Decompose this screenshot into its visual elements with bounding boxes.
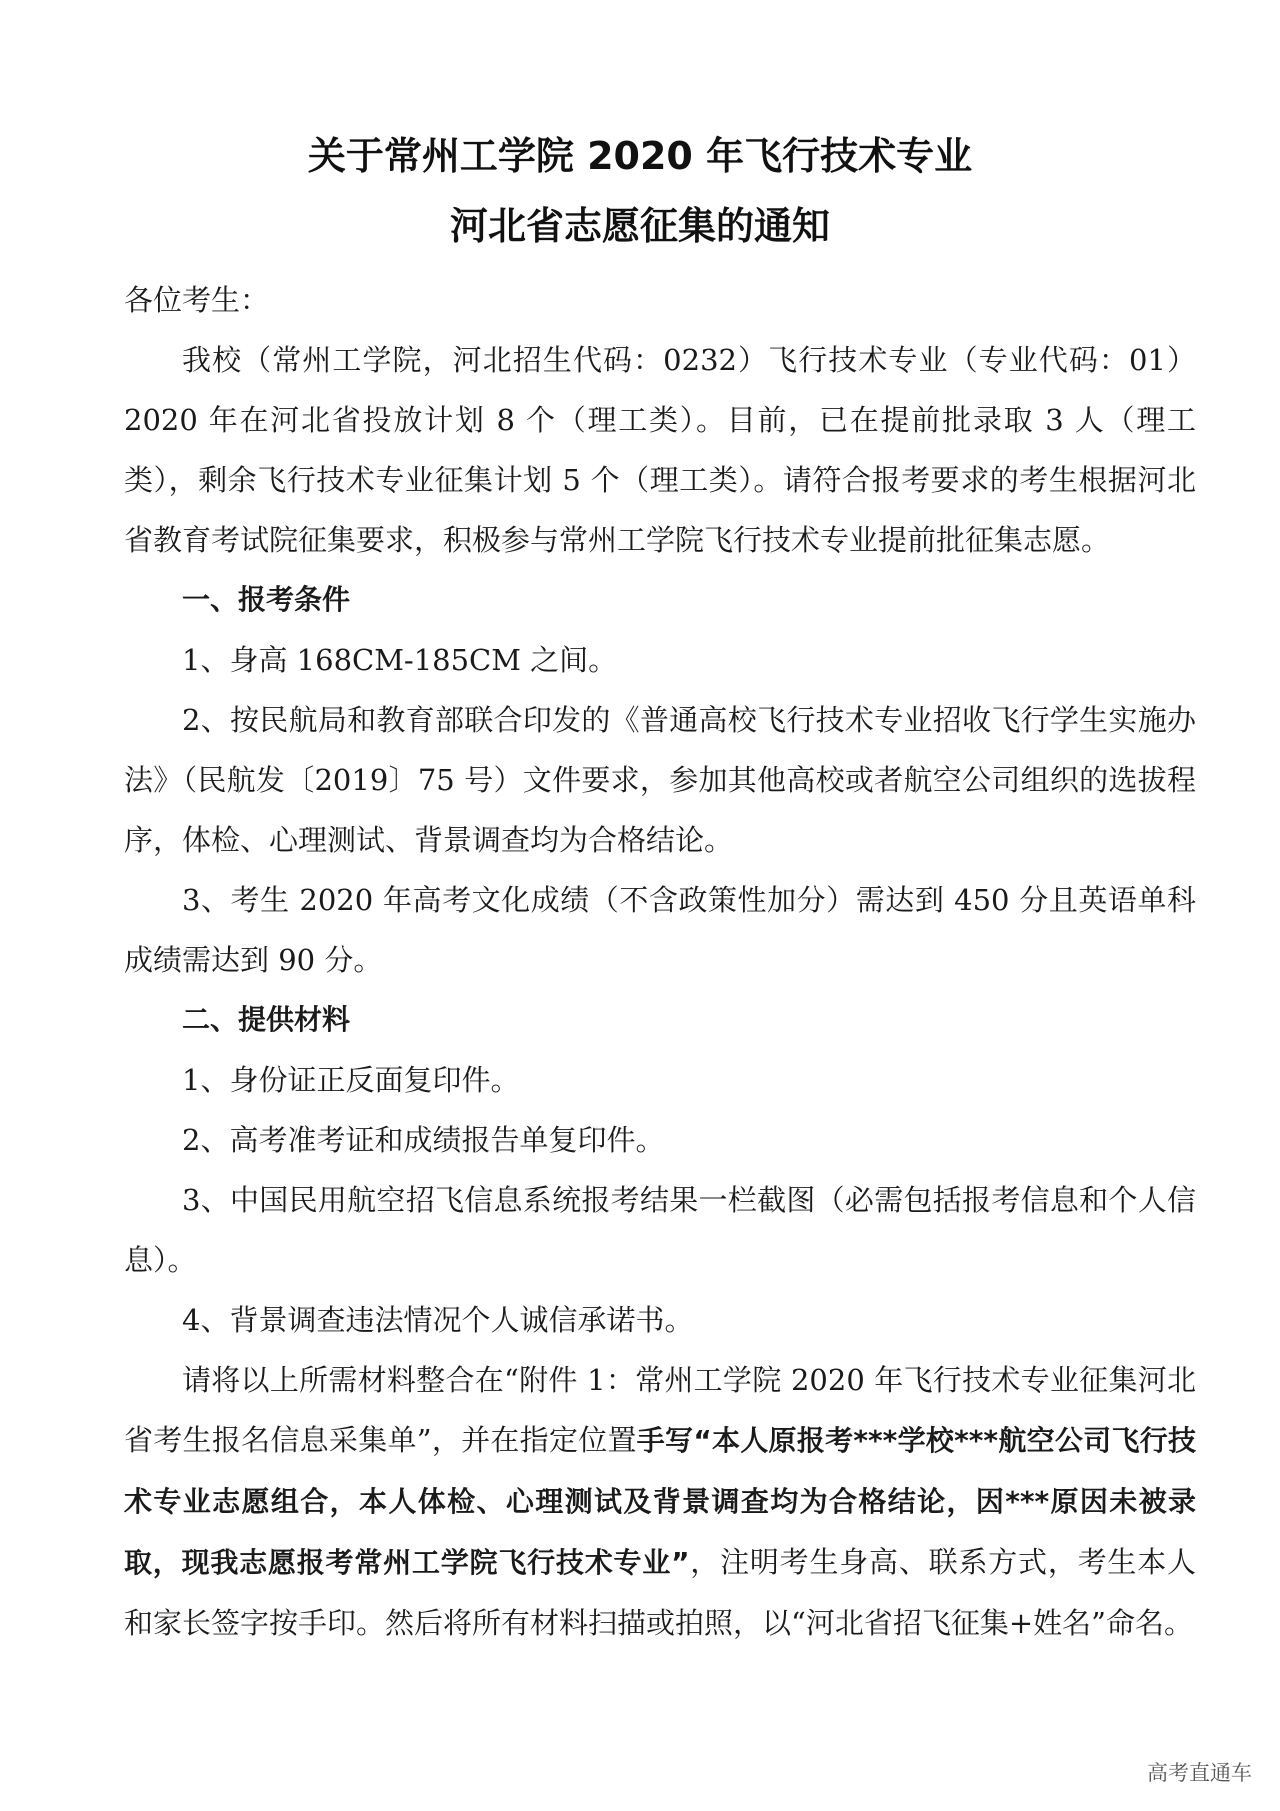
requirement-item: 2、按民航局和教育部联合印发的《普通高校飞行技术专业招收飞行学生实施办法》（民航发〔2019〕75 号）文件要求，参加其他高校或者航空公司组织的选拔程序，体检、心理测试、背景调查均为合格结论。 [124,703,1196,857]
document-title-line-2: 河北省志愿征集的通知 [449,204,830,248]
closing-paragraph [124,1350,1196,1653]
salutation: 各位考生： [124,283,270,317]
closing-handwritten-statement: 手写“本人原报考***学校***航空公司飞行技术专业志愿组合，本人体检、心理测试及背景调查均为合格结论，因***原因未被录取，现我志愿报考常州工学院飞行技术专业” [124,1424,1196,1579]
intro-paragraph: 我校（常州工学院，河北招生代码：0232）飞行技术专业（专业代码：01）2020 年在河北省投放计划 8 个（理工类）。目前，已在提前批录取 3 人（理工类），剩余飞行技术专业征集计划 5 个（理工类）。请符合报考要求的考生根据河北省教育考试院征集要求，积极参与常州工学院飞行技术专业提前批征集志愿。 [124,343,1196,557]
document-body [124,270,1196,1653]
document-title-line-1: 关于常州工学院 2020 年飞行技术专业 [307,134,973,178]
material-item: 4、背景调查违法情况个人诚信承诺书。 [182,1303,694,1337]
requirement-item: 3、考生 2020 年高考文化成绩（不含政策性加分）需达到 450 分且英语单科成绩需达到 90 分。 [124,883,1196,977]
material-item: 1、身份证正反面复印件。 [182,1063,520,1097]
closing-text-part-2: ，注明考生身高、联系方式，考生本人和家长签字按手印。然后将所有材料扫描或拍照，以“河北省招飞征集+姓名”命名。 [124,1545,1196,1640]
watermark: 高考直通车 [1147,1761,1252,1785]
material-item: 3、中国民用航空招飞信息系统报考结果一栏截图（必需包括报考信息和个人信息）。 [124,1183,1196,1277]
section-heading-materials: 二、提供材料 [182,1003,351,1036]
requirement-item: 1、身高 168CM-185CM 之间。 [182,643,618,677]
material-item: 2、高考准考证和成绩报告单复印件。 [182,1123,665,1157]
section-heading-requirements: 一、报考条件 [182,583,351,616]
closing-text-part-1: 请将以上所需材料整合在“附件 1：常州工学院 2020 年飞行技术专业征集河北省考生报名信息采集单”，并在指定位置 [124,1363,1196,1457]
